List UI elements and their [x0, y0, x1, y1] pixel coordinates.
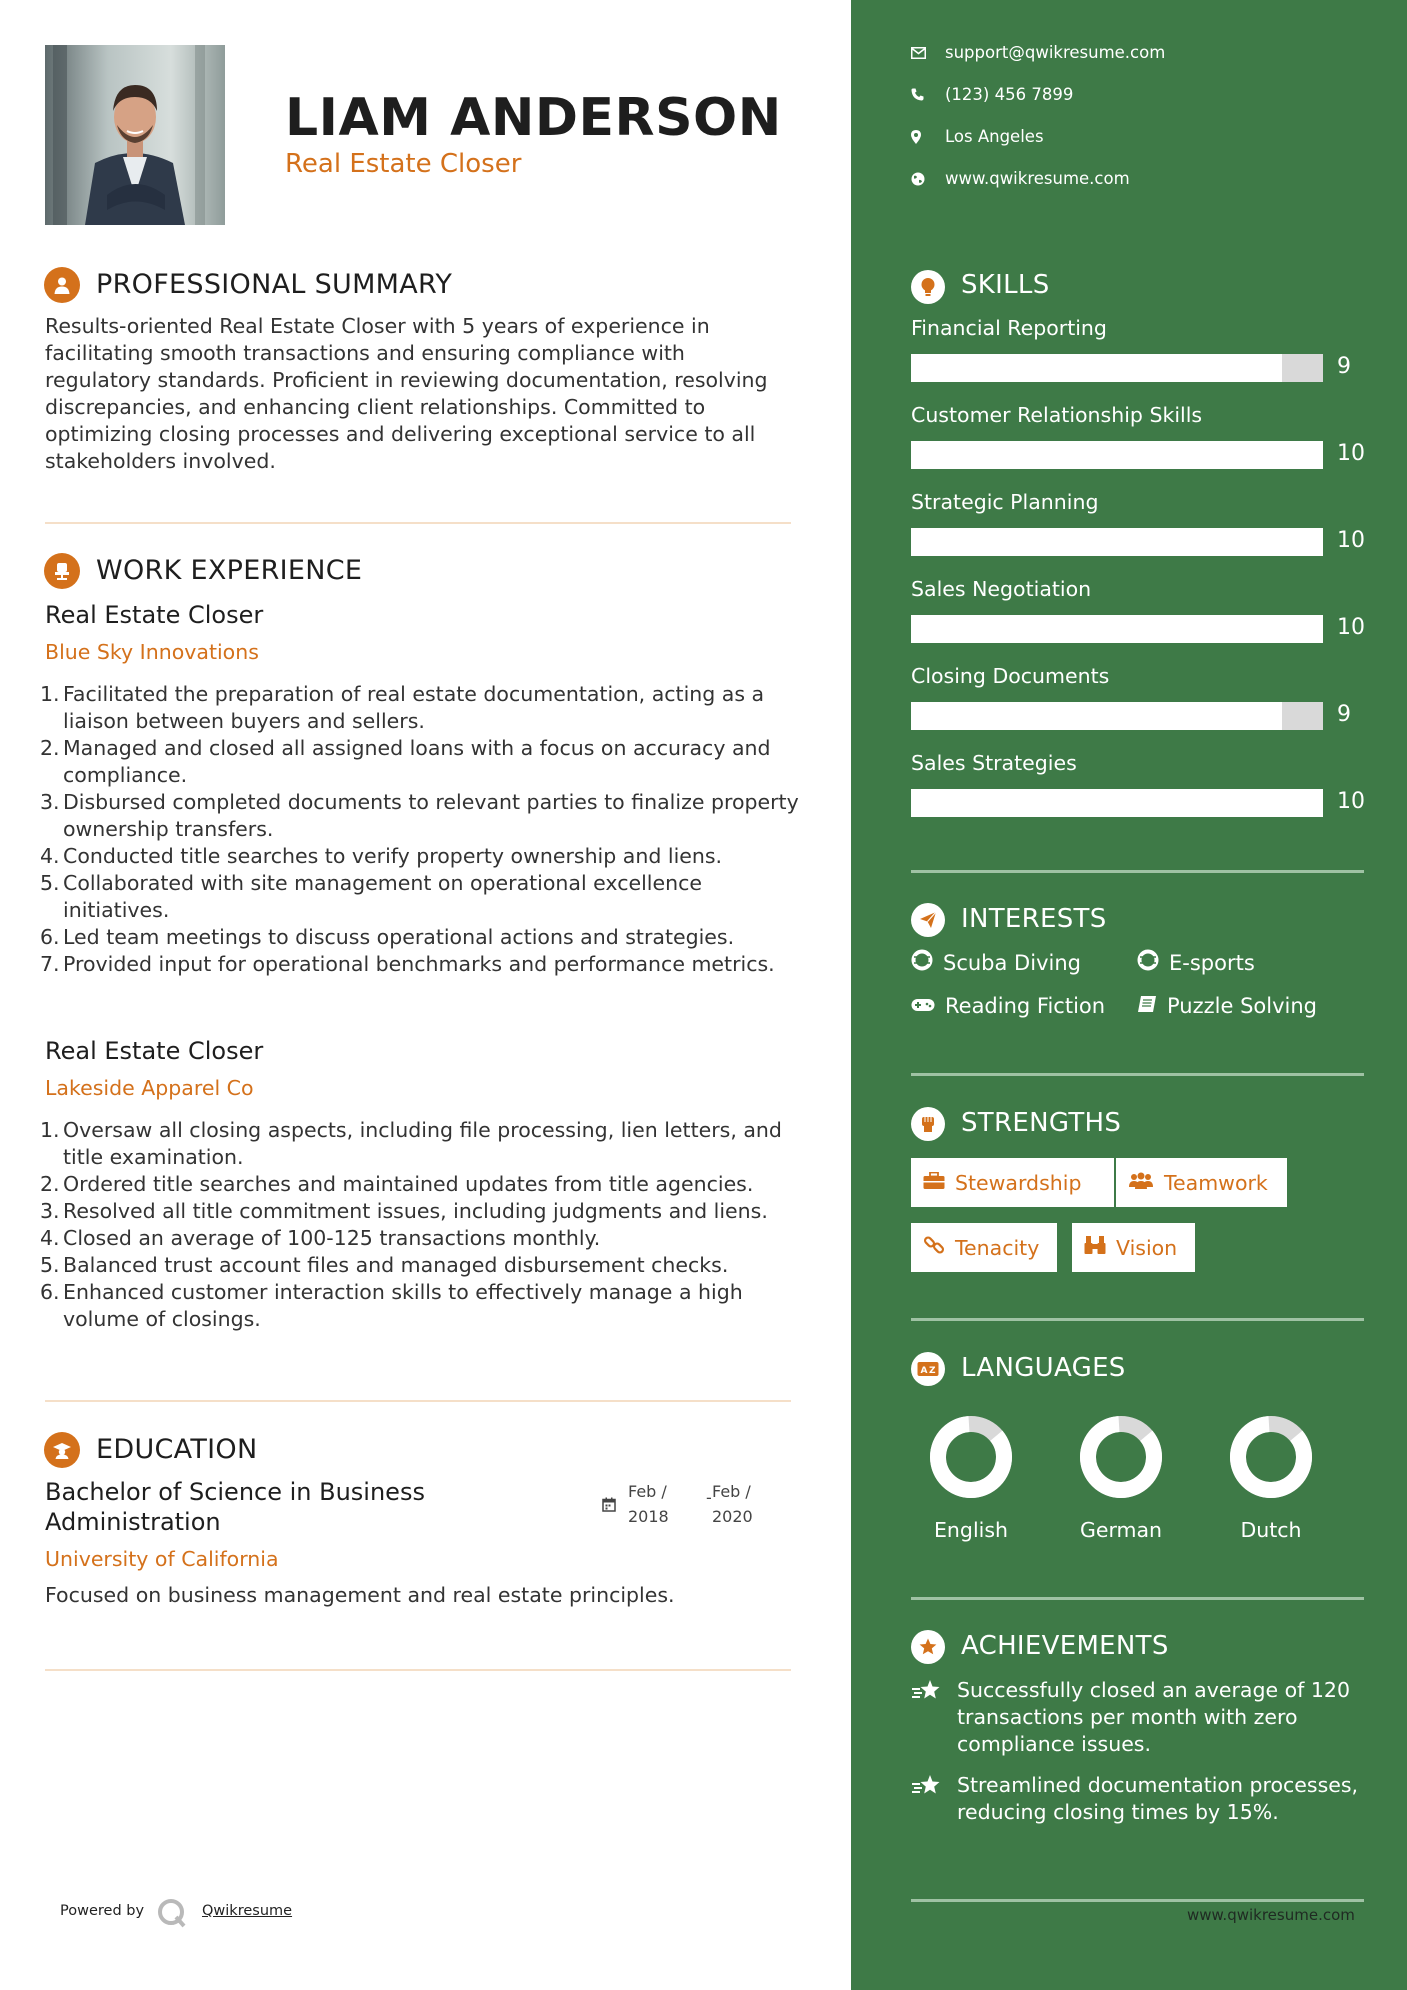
- contact-phone[interactable]: [911, 85, 1073, 104]
- interest-item: [1137, 994, 1317, 1018]
- education-dates: [628, 1479, 778, 1533]
- skill-bar-fill: [911, 615, 1323, 643]
- skill-bar: [911, 615, 1323, 643]
- envelope-icon: [911, 47, 945, 59]
- strength-chip: [911, 1158, 1114, 1207]
- language-gauge: [1211, 1414, 1331, 1500]
- section-divider: [911, 870, 1364, 873]
- school-name: University of California: [45, 1547, 279, 1571]
- interest-item: [911, 994, 1105, 1018]
- language-gauge: [911, 1414, 1031, 1500]
- achievement-item: [911, 1772, 1371, 1826]
- list-item: 5. Collaborated with site management on operational excellence initiatives.: [40, 871, 702, 922]
- education-end-year: 2020: [712, 1507, 753, 1526]
- contact-location-text: Los Angeles: [945, 127, 1044, 146]
- qwikresume-link[interactable]: Qwikresume: [202, 1903, 293, 1919]
- achievement-item: [911, 1677, 1371, 1758]
- skill-value: 10: [1337, 789, 1365, 814]
- svg-text:A: A: [920, 1366, 928, 1376]
- list-item: 2. Managed and closed all assigned loans with a focus on accuracy and compliance.: [40, 736, 771, 787]
- education-end-month: Feb /: [712, 1482, 751, 1501]
- skill-bar: [911, 441, 1323, 469]
- strength-chip: [1116, 1158, 1287, 1207]
- candidate-role: Real Estate Closer: [285, 149, 522, 179]
- list-item: 2. Ordered title searches and maintained updates from title agencies.: [40, 1172, 754, 1196]
- skill-bar-fill: [911, 702, 1282, 730]
- section-divider: [911, 1597, 1364, 1600]
- list-item: 3. Resolved all title commitment issues, including judgments and liens.: [40, 1199, 768, 1223]
- contact-website-text: www.qwikresume.com: [945, 169, 1130, 188]
- contact-website[interactable]: [911, 169, 1130, 188]
- svg-text:Z: Z: [929, 1366, 936, 1376]
- link-icon: [923, 1234, 945, 1261]
- powered-by-label: Powered by: [60, 1903, 145, 1919]
- lightbulb-icon: [911, 270, 945, 304]
- section-title-skills: SKILLS: [961, 270, 1050, 300]
- skill-bar: [911, 702, 1323, 730]
- language-donut: [1228, 1414, 1314, 1500]
- calendar-icon: [602, 1497, 616, 1516]
- job-bullets: [40, 681, 800, 978]
- candidate-name: LIAM ANDERSON: [285, 88, 782, 148]
- achievement-text: Streamlined documentation processes, reducing closing times by 15%.: [957, 1773, 1359, 1824]
- contact-location: [911, 127, 1044, 146]
- section-title-summary: PROFESSIONAL SUMMARY: [96, 269, 453, 300]
- list-item: 7. Provided input for operational benchmarks and performance metrics.: [40, 952, 775, 976]
- skill-label: Financial Reporting: [911, 316, 1107, 340]
- map-marker-icon: [911, 130, 945, 144]
- phone-icon: [911, 88, 945, 101]
- section-divider: [911, 1899, 1364, 1902]
- interest-item: [911, 949, 1081, 976]
- list-item: 4. Conducted title searches to verify property ownership and liens.: [40, 844, 723, 868]
- shooting-star-icon: [911, 1679, 943, 1710]
- skill-bar-fill: [911, 528, 1323, 556]
- language-gauge: [1061, 1414, 1181, 1500]
- translate-icon: [911, 1352, 945, 1386]
- user-icon: [44, 267, 80, 303]
- life-ring-icon: [1137, 949, 1159, 976]
- job-title: Real Estate Closer: [45, 601, 264, 629]
- strength-chip: [1072, 1223, 1195, 1272]
- job-title: Real Estate Closer: [45, 1037, 264, 1065]
- company-name: Blue Sky Innovations: [45, 640, 259, 664]
- strength-label: Teamwork: [1164, 1170, 1268, 1195]
- skill-bar-fill: [911, 354, 1282, 382]
- skill-bar-fill: [911, 441, 1323, 469]
- qwikresume-logo-icon: [156, 1898, 188, 1932]
- language-donut: [928, 1414, 1014, 1500]
- education-description: Focused on business management and real estate principles.: [45, 1583, 675, 1607]
- job-bullets: [40, 1117, 800, 1333]
- fist-icon: [911, 1107, 945, 1141]
- section-title-interests: INTERESTS: [961, 904, 1107, 934]
- list-item: 6. Led team meetings to discuss operational actions and strategies.: [40, 925, 735, 949]
- list-item: 1. Facilitated the preparation of real estate documentation, acting as a liaison between buyers and sellers.: [40, 682, 765, 733]
- skill-value: 10: [1337, 441, 1365, 466]
- skill-bar-fill: [911, 789, 1323, 817]
- skill-label: Strategic Planning: [911, 490, 1099, 514]
- education-start-year: 2018: [628, 1507, 669, 1526]
- shooting-star-icon: [911, 1774, 943, 1805]
- footer-website[interactable]: www.qwikresume.com: [1187, 1906, 1355, 1924]
- section-divider: [45, 1669, 791, 1671]
- skill-label: Customer Relationship Skills: [911, 403, 1203, 427]
- strength-label: Stewardship: [955, 1170, 1082, 1195]
- strength-label: Vision: [1116, 1235, 1178, 1260]
- skill-value: 10: [1337, 615, 1365, 640]
- education-degree: Bachelor of Science in Business Administration: [45, 1478, 425, 1536]
- language-donut: [1078, 1414, 1164, 1500]
- skill-value: 10: [1337, 528, 1365, 553]
- strength-label: Tenacity: [955, 1235, 1040, 1260]
- paper-plane-icon: [911, 903, 945, 937]
- skill-label: Closing Documents: [911, 664, 1110, 688]
- interest-label: Reading Fiction: [945, 994, 1106, 1018]
- list-item: 4. Closed an average of 100-125 transactions monthly.: [40, 1226, 601, 1250]
- skill-bar: [911, 789, 1323, 817]
- section-title-experience: WORK EXPERIENCE: [96, 555, 363, 586]
- company-name: Lakeside Apparel Co: [45, 1076, 254, 1100]
- star-badge-icon: [911, 1630, 945, 1664]
- contact-email-text: support@qwikresume.com: [945, 43, 1166, 62]
- profile-photo: [45, 45, 225, 225]
- language-label: English: [933, 1518, 1009, 1542]
- briefcase-icon: [923, 1171, 945, 1195]
- skill-bar: [911, 354, 1323, 382]
- strength-chip: [911, 1223, 1057, 1272]
- section-title-education: EDUCATION: [96, 1434, 258, 1465]
- date-separator: -: [706, 1488, 712, 1507]
- gamepad-icon: [911, 994, 935, 1018]
- section-divider: [911, 1318, 1364, 1321]
- language-label: Dutch: [1240, 1518, 1302, 1542]
- language-label: German: [1079, 1518, 1163, 1542]
- chair-icon: [44, 553, 80, 589]
- skill-label: Sales Negotiation: [911, 577, 1092, 601]
- graduate-icon: [44, 1432, 80, 1468]
- list-item: 5. Balanced trust account files and managed disbursement checks.: [40, 1253, 729, 1277]
- section-divider: [45, 522, 791, 524]
- book-icon: [1137, 994, 1157, 1018]
- contact-phone-text: (123) 456 7899: [945, 85, 1074, 104]
- summary-text: Results-oriented Real Estate Closer with 5 years of experience in facilitating smooth transactions and ensuring compliance with regulatory standards. Proficient in reviewing documentation, resolving discrepancies, and enhancing client relationships. Committed to optimizing closing processes and delivering exceptional service to all stakeholders involved.: [45, 314, 768, 473]
- education-start-month: Feb /: [628, 1482, 667, 1501]
- skill-bar: [911, 528, 1323, 556]
- users-icon: [1128, 1171, 1154, 1195]
- section-title-achievements: ACHIEVEMENTS: [961, 1631, 1169, 1661]
- contact-email[interactable]: [911, 43, 1165, 62]
- interest-label: Scuba Diving: [943, 950, 1081, 975]
- list-item: 3. Disbursed completed documents to relevant parties to finalize property ownership transfers.: [40, 790, 799, 841]
- section-title-strengths: STRENGTHS: [961, 1108, 1122, 1138]
- skill-value: 9: [1337, 702, 1351, 727]
- interest-item: [1137, 949, 1255, 976]
- list-item: 1. Oversaw all closing aspects, including file processing, lien letters, and title examination.: [40, 1118, 782, 1169]
- list-item: 6. Enhanced customer interaction skills to effectively manage a high volume of closings.: [40, 1280, 743, 1331]
- section-divider: [911, 1073, 1364, 1076]
- section-divider: [45, 1400, 791, 1402]
- achievement-text: Successfully closed an average of 120 transactions per month with zero compliance issues.: [957, 1678, 1351, 1756]
- globe-icon: [911, 172, 945, 186]
- binoculars-icon: [1084, 1235, 1106, 1260]
- skill-value: 9: [1337, 354, 1351, 379]
- life-ring-icon: [911, 949, 933, 976]
- interest-label: Puzzle Solving: [1167, 994, 1317, 1018]
- interest-label: E-sports: [1169, 950, 1255, 975]
- section-title-languages: LANGUAGES: [961, 1353, 1126, 1383]
- skill-label: Sales Strategies: [911, 751, 1077, 775]
